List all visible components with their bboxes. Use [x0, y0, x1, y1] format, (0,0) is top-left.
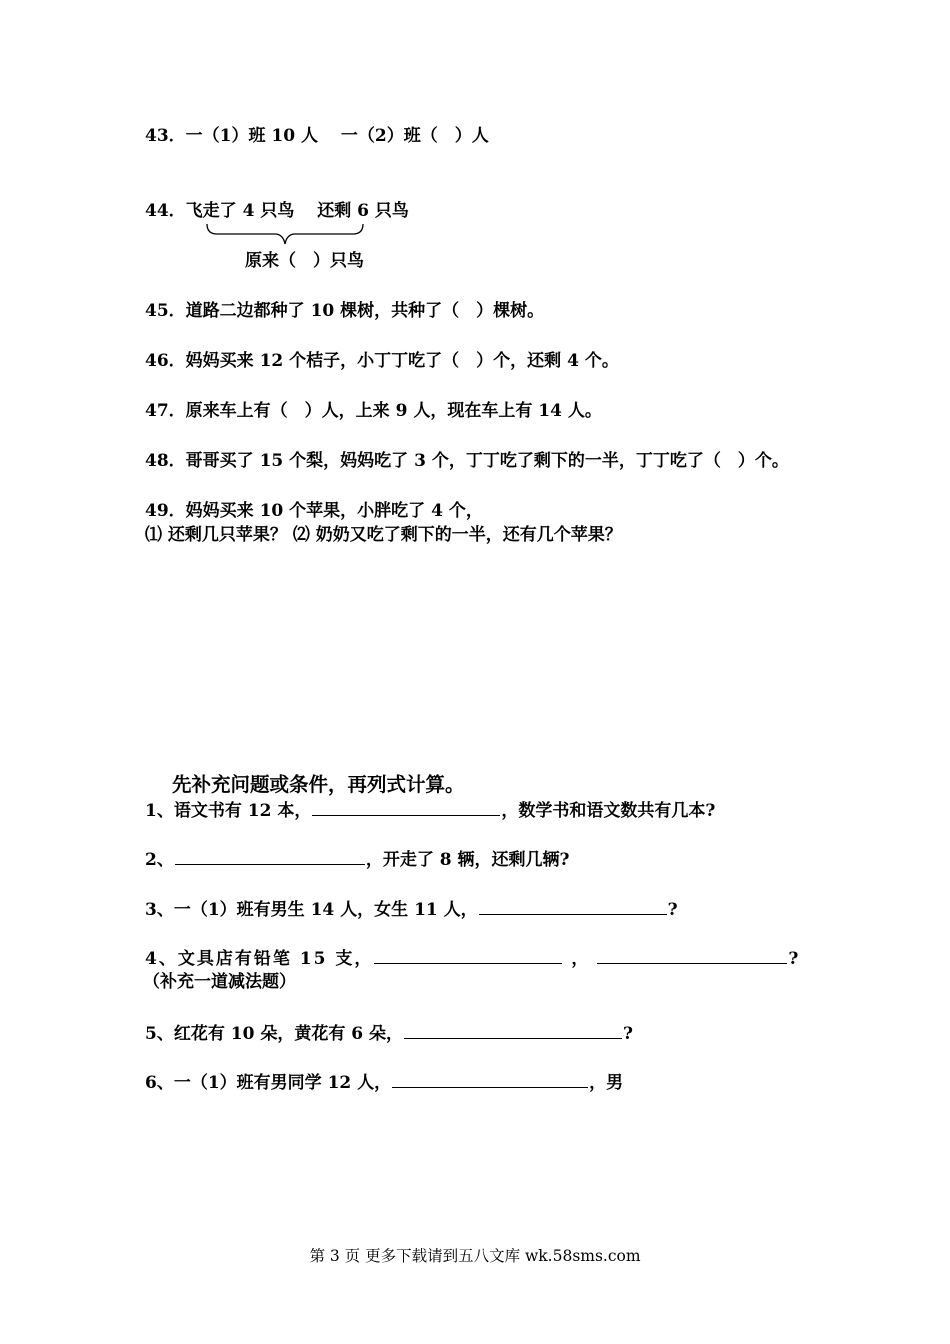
problem-48: 48．哥哥买了 15 个梨，妈妈吃了 3 个，丁丁吃了剩下的一半，丁丁吃了（ ）个。 — [145, 451, 789, 471]
answer-blank-5[interactable] — [404, 1021, 622, 1039]
answer-blank-4b[interactable] — [597, 946, 787, 964]
problem-45: 45．道路二边都种了 10 棵树，共种了（ ）棵树。 — [145, 301, 545, 321]
question-4-before: 4、文具店有铅笔 15 支， — [145, 949, 374, 969]
question-4 — [145, 946, 798, 971]
question-5-before: 5、红花有 10 朵，黄花有 6 朵， — [145, 1024, 403, 1044]
page-footer: 第 3 页 更多下载请到五八文库 wk.58sms.com — [309, 1247, 641, 1265]
question-1-before: 1、语文书有 12 本， — [145, 801, 312, 821]
question-2 — [145, 847, 569, 872]
section-heading: 先补充问题或条件，再列式计算。 — [172, 773, 465, 796]
answer-blank-3[interactable] — [479, 897, 667, 915]
problem-44-bottom: 原来（ ）只鸟 — [245, 251, 364, 271]
question-4-middle: ， — [571, 949, 589, 969]
question-6 — [145, 1070, 623, 1095]
question-3 — [145, 897, 678, 922]
answer-blank-4a[interactable] — [374, 946, 562, 964]
question-4-note: （补充一道减法题） — [143, 972, 296, 992]
problem-46: 46．妈妈买来 12 个桔子，小丁丁吃了（ ）个，还剩 4 个。 — [145, 351, 619, 371]
problem-43: 43．一（1）班 10 人 一（2）班（ ）人 — [145, 126, 489, 146]
problem-49-line1: 49．妈妈买来 10 个苹果，小胖吃了 4 个， — [145, 501, 483, 521]
question-6-after: ，男 — [589, 1073, 624, 1093]
problem-47: 47．原来车上有（ ）人，上来 9 人，现在车上有 14 人。 — [145, 401, 602, 421]
problem-44-top: 44．飞走了 4 只鸟 还剩 6 只鸟 — [145, 201, 409, 221]
question-1-after: ，数学书和语文数共有几本? — [501, 801, 716, 821]
curly-brace-icon — [205, 222, 365, 248]
question-3-before: 3、一（1）班有男生 14 人，女生 11 人， — [145, 900, 478, 920]
answer-blank-2[interactable] — [175, 847, 365, 865]
answer-blank-6[interactable] — [392, 1070, 588, 1088]
question-1 — [145, 798, 715, 823]
question-2-after: ，开走了 8 辆，还剩几辆? — [365, 850, 570, 870]
question-5 — [145, 1021, 633, 1046]
question-3-after: ? — [667, 900, 678, 920]
question-2-before: 2、 — [145, 850, 174, 870]
question-4-after: ? — [788, 949, 799, 969]
question-5-after: ? — [623, 1024, 633, 1044]
problem-49-line2: ⑴ 还剩几只苹果？ ⑵ 奶奶又吃了剩下的一半，还有几个苹果？ — [145, 525, 622, 545]
question-6-before: 6、一（1）班有男同学 12 人， — [145, 1073, 392, 1093]
answer-blank-1[interactable] — [312, 798, 500, 816]
